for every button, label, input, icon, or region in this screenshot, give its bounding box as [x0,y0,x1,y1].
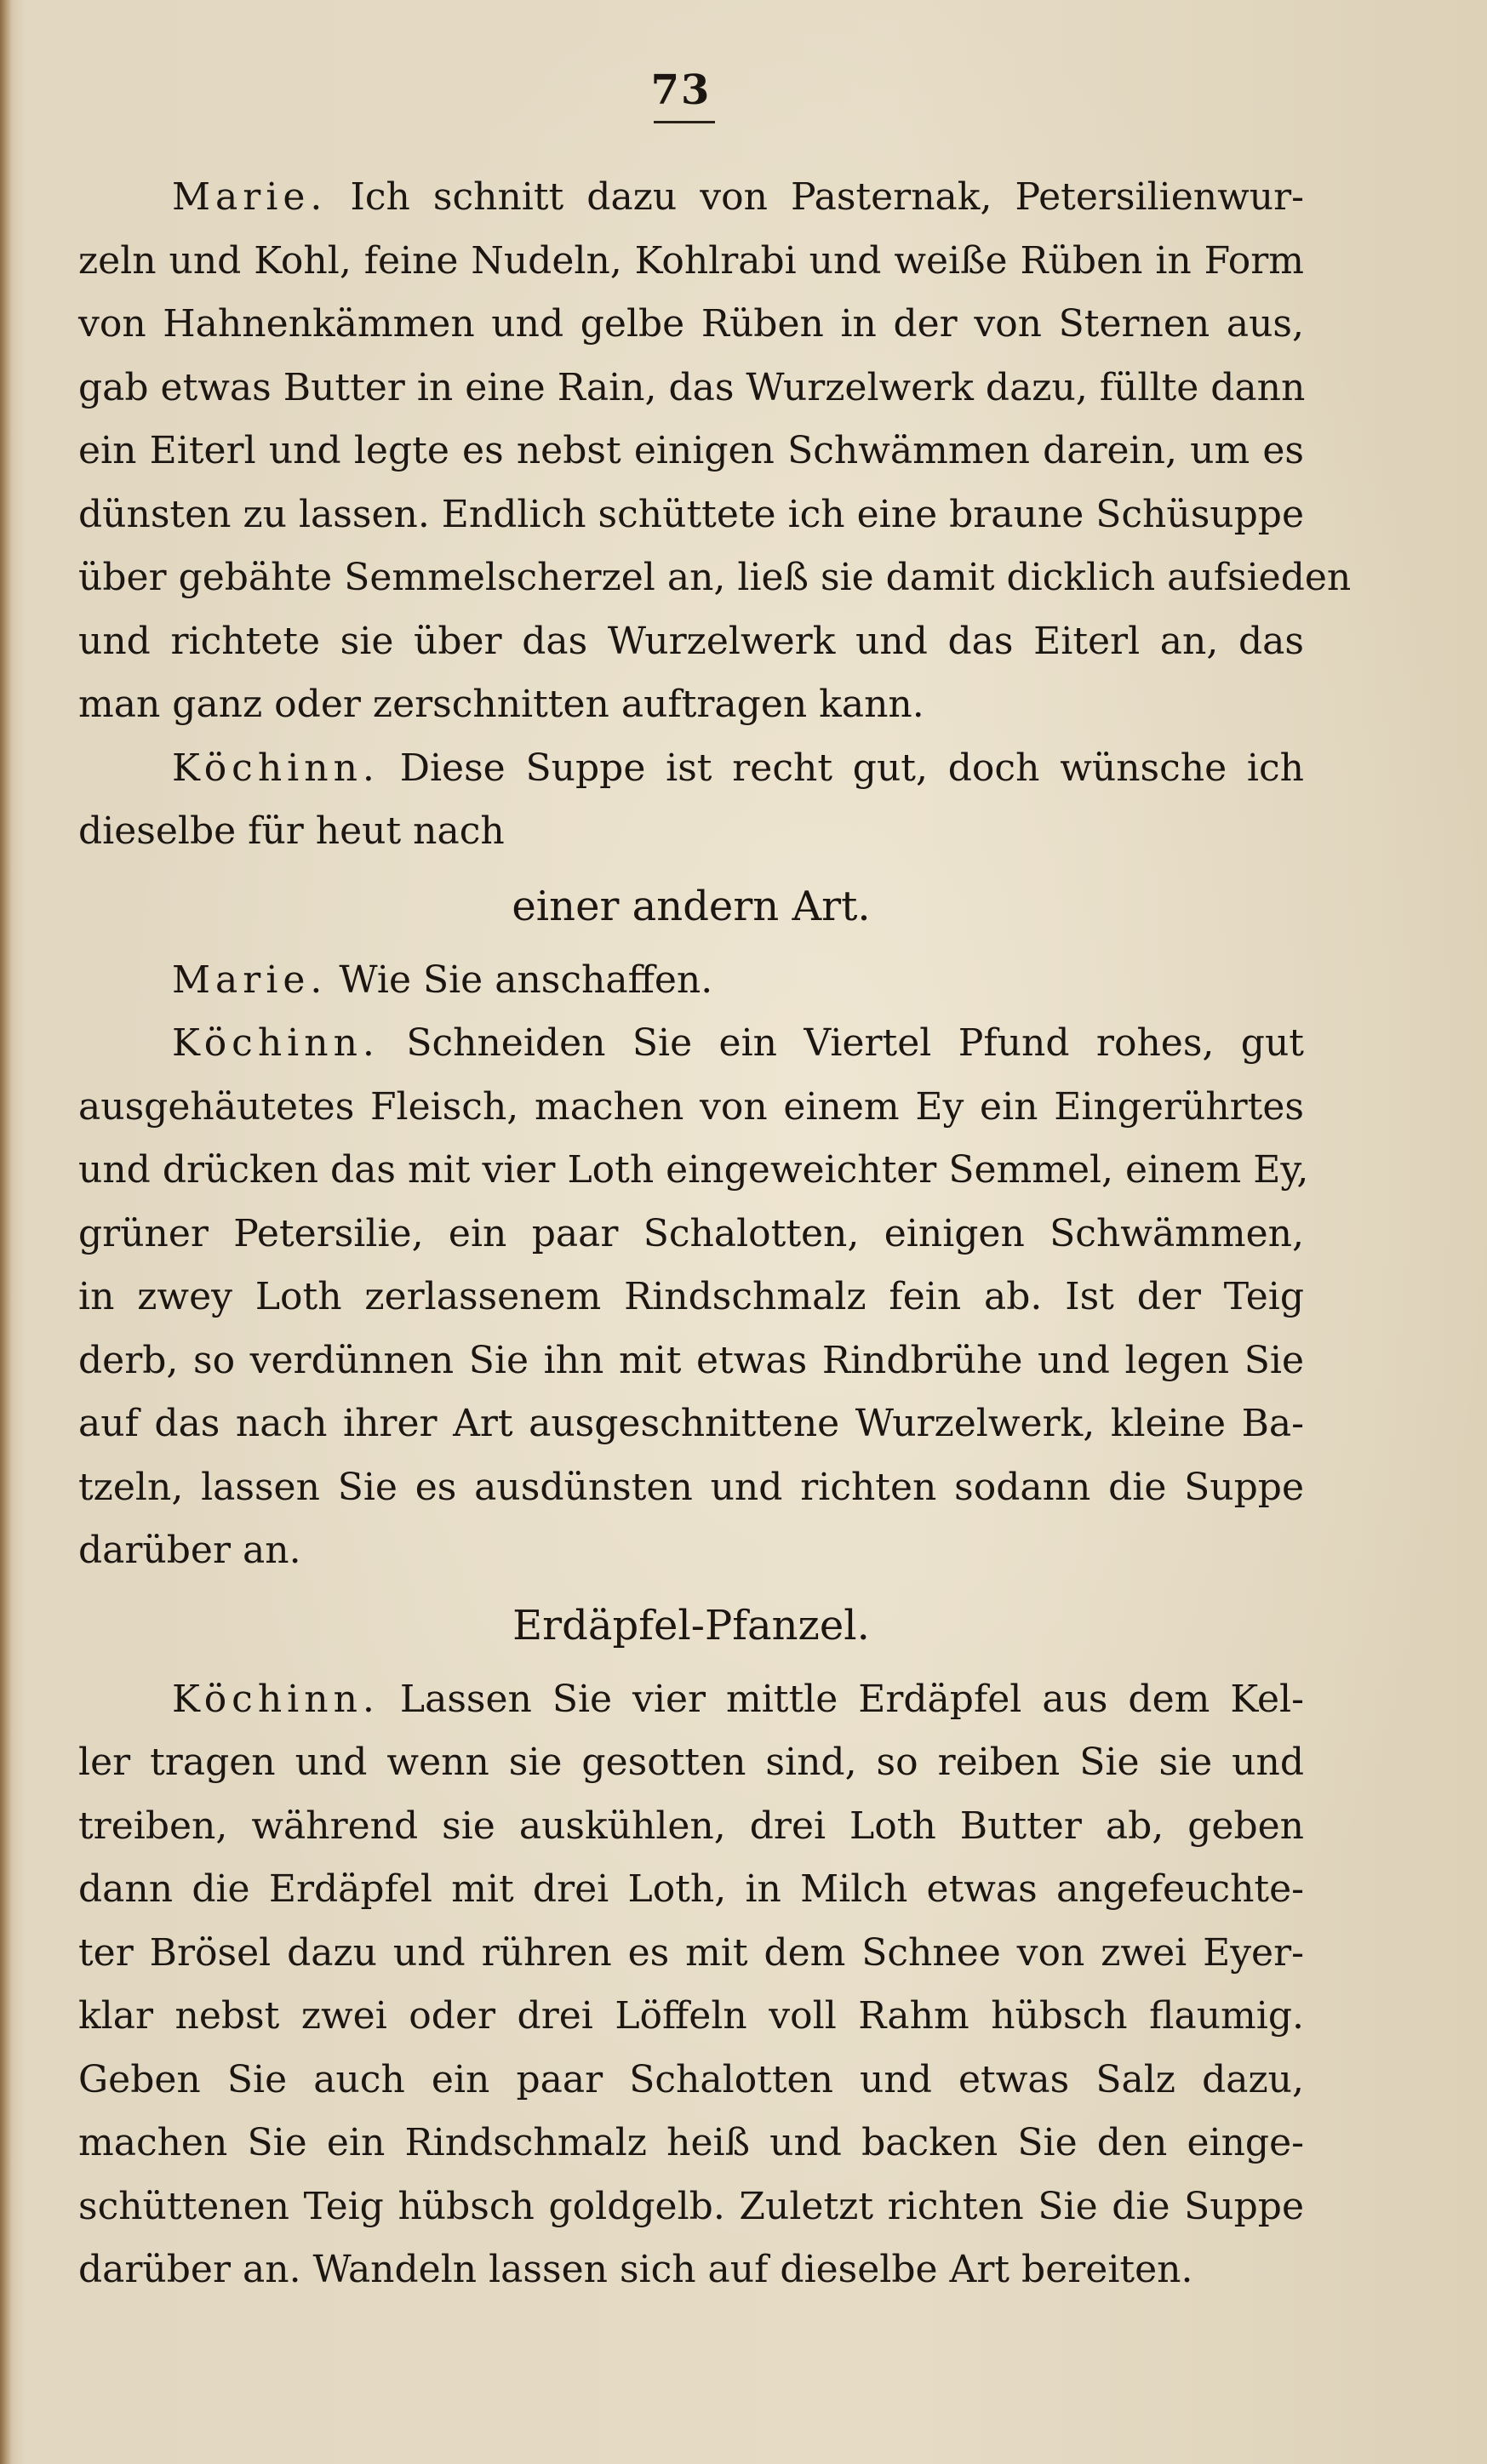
speaker-name: Köchinn. [172,746,380,790]
text-line [78,949,1304,1013]
line-text: in zwey Loth zerlassenem Rindschmalz fein ab. Ist der Teig [78,1275,1304,1318]
paragraph-group-middle [78,949,1309,1583]
recipe-title: Erdäpfel-Pfanzel. [512,1601,870,1649]
text-block [78,166,1352,2302]
line-text: man ganz oder zerschnitten auftragen kann. [78,683,924,726]
line-text: tzeln, lassen Sie es ausdünsten und richten sodann die Suppe [78,1465,1304,1509]
text-line [78,166,1304,230]
text-line [78,2238,1304,2302]
line-text: schüttenen Teig hübsch goldgelb. Zuletzt richten Sie die Suppe [78,2184,1304,2228]
text-line [78,483,1304,547]
text-line [78,1012,1304,1076]
text-line [78,737,1304,801]
speaker-name: Köchinn. [172,1021,380,1065]
text-line [78,1456,1304,1520]
text-line [78,2049,1304,2112]
speaker-name: Marie. [172,175,328,219]
text-line [78,357,1304,420]
line-text: ausgehäutetes Fleisch, machen von einem Ey ein Eingerührtes [78,1084,1304,1129]
text-line [78,1922,1304,1986]
line-text: zeln und Kohl, feine Nudeln, Kohlrabi und weiße Rüben in Form [78,238,1304,283]
page-left-edge [0,0,12,2464]
text-line [78,800,1304,864]
line-text: treiben, während sie auskühlen, drei Loth Butter ab, geben [78,1804,1304,1848]
line-text: gab etwas Butter in eine Rain, das Wurzelwerk dazu, füllte dann [78,365,1306,409]
line-text: grüner Petersilie, ein paar Schalotten, einigen Schwämmen, [78,1211,1304,1255]
page-number: 73 [650,66,712,114]
text-line [78,1076,1304,1140]
line-text: klar nebst zwei oder drei Löffeln voll Rahm hübsch flaumig. [78,1994,1304,2038]
line-text: von Hahnenkämmen und gelbe Rüben in der von Sternen aus, [78,302,1304,346]
line-text: dieselbe für heut nach [78,809,505,853]
text-line [78,420,1304,483]
text-line [78,1203,1304,1266]
text-line [78,610,1304,674]
line-text: dann die Erdäpfel mit drei Loth, in Milch etwas angefeuchte- [78,1867,1304,1911]
line-text: Diese Suppe ist recht gut, doch wünsche ich [399,746,1304,790]
text-line [78,546,1352,610]
line-text: Ich schnitt dazu von Pasternak, Petersilienwur- [350,175,1304,219]
line-text: und richtete sie über das Wurzelwerk und das Eiterl an, das [78,619,1304,663]
text-line [78,1266,1304,1329]
text-line [78,293,1304,357]
text-line [78,1392,1304,1456]
speaker-name: Köchinn. [172,1677,380,1721]
text-line [78,1731,1304,1795]
line-text: Wie Sie anschaffen. [339,958,713,1002]
text-line [78,1795,1304,1859]
line-text: ein Eiterl und legte es nebst einigen Schwämmen darein, um es [78,429,1304,472]
text-line [78,673,1304,737]
text-line [78,1985,1304,2049]
paragraph-group-bottom [78,1668,1304,2302]
line-text: darüber an. [78,1529,301,1572]
line-text: und drücken das mit vier Loth eingeweichter Semmel, einem Ey, [78,1148,1309,1192]
line-text: darüber an. Wandeln lassen sich auf dieselbe Art bereiten. [78,2248,1193,2291]
paragraph-group-top [78,166,1352,864]
text-line [78,1668,1304,1732]
line-text: auf das nach ihrer Art ausgeschnittene Wurzelwerk, kleine Ba- [78,1402,1304,1445]
text-line [78,230,1304,294]
text-line [78,1139,1309,1203]
text-line [78,2112,1304,2175]
line-text: machen Sie ein Rindschmalz heiß und backen Sie den einge- [78,2121,1304,2164]
text-line [78,1329,1304,1393]
line-text: Schneiden Sie ein Viertel Pfund rohes, gut [406,1021,1304,1065]
line-text: ler tragen und wenn sie gesotten sind, so reiben Sie sie und [78,1741,1304,1784]
page-number-rule [654,121,715,123]
line-text: Geben Sie auch ein paar Schalotten und etwas Salz dazu, [78,2057,1304,2101]
text-line [78,2175,1304,2239]
text-line [78,1519,1304,1583]
text-line [78,1858,1304,1922]
line-text: derb, so verdünnen Sie ihn mit etwas Rindbrühe und legen Sie [78,1338,1304,1382]
line-text: dünsten zu lassen. Endlich schüttete ich eine braune Schüsuppe [78,492,1304,536]
line-text: ter Brösel dazu und rühren es mit dem Schnee von zwei Eyer- [78,1930,1304,1975]
line-text: Lassen Sie vier mittle Erdäpfel aus dem Kel- [399,1677,1304,1721]
speaker-name: Marie. [172,958,328,1002]
section-heading: einer andern Art. [512,882,871,930]
line-text: über gebähte Semmelscherzel an, ließ sie damit dicklich aufsieden [78,556,1352,599]
